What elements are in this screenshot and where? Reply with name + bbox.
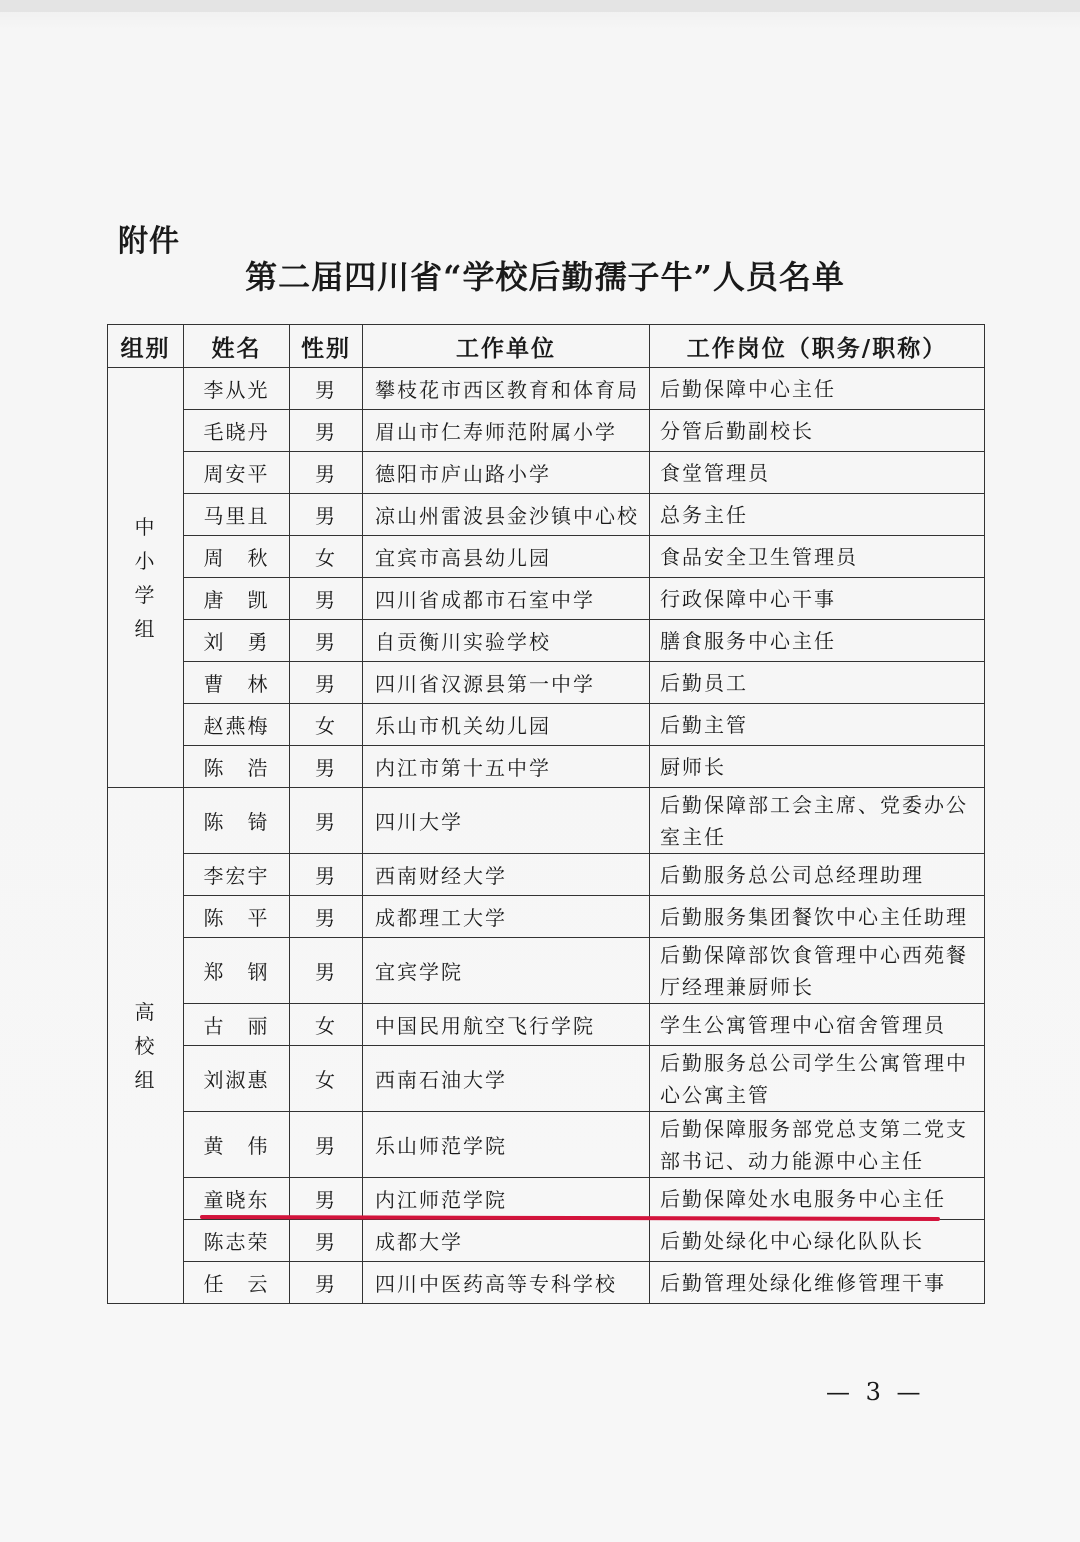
post-cell: 后勤管理处绿化维修管理干事: [650, 1262, 985, 1304]
unit-cell: 四川中医药高等专科学校: [363, 1262, 650, 1304]
name-cell: 李从光: [184, 368, 290, 410]
name-cell: 周安平: [184, 452, 290, 494]
gender-cell: 女: [290, 1046, 363, 1112]
gender-cell: 女: [290, 1004, 363, 1046]
header-group: 组别: [108, 325, 184, 368]
header-post: 工作岗位（职务/职称）: [650, 325, 985, 368]
gender-cell: 男: [290, 1178, 363, 1220]
post-cell: 总务主任: [650, 494, 985, 536]
table-row: [108, 1262, 985, 1304]
post-cell: 后勤服务总公司总经理助理: [650, 854, 985, 896]
unit-cell: 宜宾市高县幼儿园: [363, 536, 650, 578]
table-row: [108, 1004, 985, 1046]
table-row: [108, 494, 985, 536]
unit-cell: 四川省汉源县第一中学: [363, 662, 650, 704]
unit-cell: 内江市第十五中学: [363, 746, 650, 788]
post-cell: 后勤保障中心主任: [650, 368, 985, 410]
name-cell: 刘淑惠: [184, 1046, 290, 1112]
gender-cell: 男: [290, 494, 363, 536]
unit-cell: 成都理工大学: [363, 896, 650, 938]
name-cell: 陈 浩: [184, 746, 290, 788]
name-cell: 古 丽: [184, 1004, 290, 1046]
table-row: [108, 788, 985, 854]
unit-cell: 自贡衡川实验学校: [363, 620, 650, 662]
table-row: [108, 662, 985, 704]
attachment-label: 附件: [118, 224, 180, 259]
gender-cell: 男: [290, 662, 363, 704]
name-cell: 刘 勇: [184, 620, 290, 662]
post-cell: 后勤保障处水电服务中心主任: [650, 1178, 985, 1220]
name-cell: 黄 伟: [184, 1112, 290, 1178]
name-cell: 马里且: [184, 494, 290, 536]
unit-cell: 德阳市庐山路小学: [363, 452, 650, 494]
top-edge: [0, 0, 1080, 12]
unit-cell: 宜宾学院: [363, 938, 650, 1004]
post-cell: 后勤服务总公司学生公寓管理中心公寓主管: [650, 1046, 985, 1112]
table-row: [108, 1112, 985, 1178]
gender-cell: 男: [290, 578, 363, 620]
gender-cell: 男: [290, 938, 363, 1004]
header-gender: 性别: [290, 325, 363, 368]
name-cell: 周 秋: [184, 536, 290, 578]
post-cell: 分管后勤副校长: [650, 410, 985, 452]
gender-cell: 女: [290, 704, 363, 746]
table-row: [108, 746, 985, 788]
gender-cell: 男: [290, 788, 363, 854]
table-row: [108, 938, 985, 1004]
post-cell: 膳食服务中心主任: [650, 620, 985, 662]
post-cell: 食品安全卫生管理员: [650, 536, 985, 578]
name-cell: 赵燕梅: [184, 704, 290, 746]
name-cell: 任 云: [184, 1262, 290, 1304]
gender-cell: 男: [290, 896, 363, 938]
gender-cell: 男: [290, 854, 363, 896]
table-row: [108, 410, 985, 452]
table-row: [108, 452, 985, 494]
gender-cell: 男: [290, 368, 363, 410]
post-cell: 后勤员工: [650, 662, 985, 704]
header-unit: 工作单位: [363, 325, 650, 368]
name-cell: 陈 锜: [184, 788, 290, 854]
table-body: [108, 368, 985, 1304]
post-cell: 后勤保障部饮食管理中心西苑餐厅经理兼厨师长: [650, 938, 985, 1004]
unit-cell: 中国民用航空飞行学院: [363, 1004, 650, 1046]
unit-cell: 眉山市仁寿师范附属小学: [363, 410, 650, 452]
gender-cell: 男: [290, 620, 363, 662]
page-number: — 3 —: [826, 1378, 925, 1406]
document-title: 第二届四川省“学校后勤孺子牛”人员名单: [245, 258, 845, 296]
post-cell: 后勤保障部工会主席、党委办公室主任: [650, 788, 985, 854]
roster-table: [107, 324, 985, 1304]
table-row: [108, 896, 985, 938]
group-cell: 高校 组: [108, 788, 184, 1304]
unit-cell: 西南财经大学: [363, 854, 650, 896]
unit-cell: 乐山师范学院: [363, 1112, 650, 1178]
gender-cell: 男: [290, 1112, 363, 1178]
gender-cell: 男: [290, 746, 363, 788]
table-header-row: [108, 325, 985, 368]
post-cell: 行政保障中心干事: [650, 578, 985, 620]
gender-cell: 女: [290, 536, 363, 578]
table-row: [108, 578, 985, 620]
post-cell: 食堂管理员: [650, 452, 985, 494]
table-row: [108, 1046, 985, 1112]
table-row: [108, 536, 985, 578]
name-cell: 曹 林: [184, 662, 290, 704]
table-row: [108, 368, 985, 410]
name-cell: 陈 平: [184, 896, 290, 938]
unit-cell: 内江师范学院: [363, 1178, 650, 1220]
header-name: 姓名: [184, 325, 290, 368]
table-row: [108, 620, 985, 662]
post-cell: 后勤主管: [650, 704, 985, 746]
unit-cell: 乐山市机关幼儿园: [363, 704, 650, 746]
post-cell: 学生公寓管理中心宿舍管理员: [650, 1004, 985, 1046]
gender-cell: 男: [290, 1220, 363, 1262]
table-row: [108, 1220, 985, 1262]
unit-cell: 攀枝花市西区教育和体育局: [363, 368, 650, 410]
post-cell: 后勤服务集团餐饮中心主任助理: [650, 896, 985, 938]
name-cell: 郑 钢: [184, 938, 290, 1004]
post-cell: 厨师长: [650, 746, 985, 788]
table-row: [108, 1178, 985, 1220]
name-cell: 李宏宇: [184, 854, 290, 896]
unit-cell: 西南石油大学: [363, 1046, 650, 1112]
name-cell: 毛晓丹: [184, 410, 290, 452]
table-row: [108, 854, 985, 896]
gender-cell: 男: [290, 1262, 363, 1304]
post-cell: 后勤保障服务部党总支第二党支部书记、动力能源中心主任: [650, 1112, 985, 1178]
table-row: [108, 704, 985, 746]
gender-cell: 男: [290, 410, 363, 452]
post-cell: 后勤处绿化中心绿化队队长: [650, 1220, 985, 1262]
unit-cell: 成都大学: [363, 1220, 650, 1262]
unit-cell: 四川省成都市石室中学: [363, 578, 650, 620]
unit-cell: 四川大学: [363, 788, 650, 854]
group-cell: 中小 学组: [108, 368, 184, 788]
name-cell: 陈志荣: [184, 1220, 290, 1262]
gender-cell: 男: [290, 452, 363, 494]
name-cell: 唐 凯: [184, 578, 290, 620]
unit-cell: 凉山州雷波县金沙镇中心校: [363, 494, 650, 536]
name-cell: 童晓东: [184, 1178, 290, 1220]
